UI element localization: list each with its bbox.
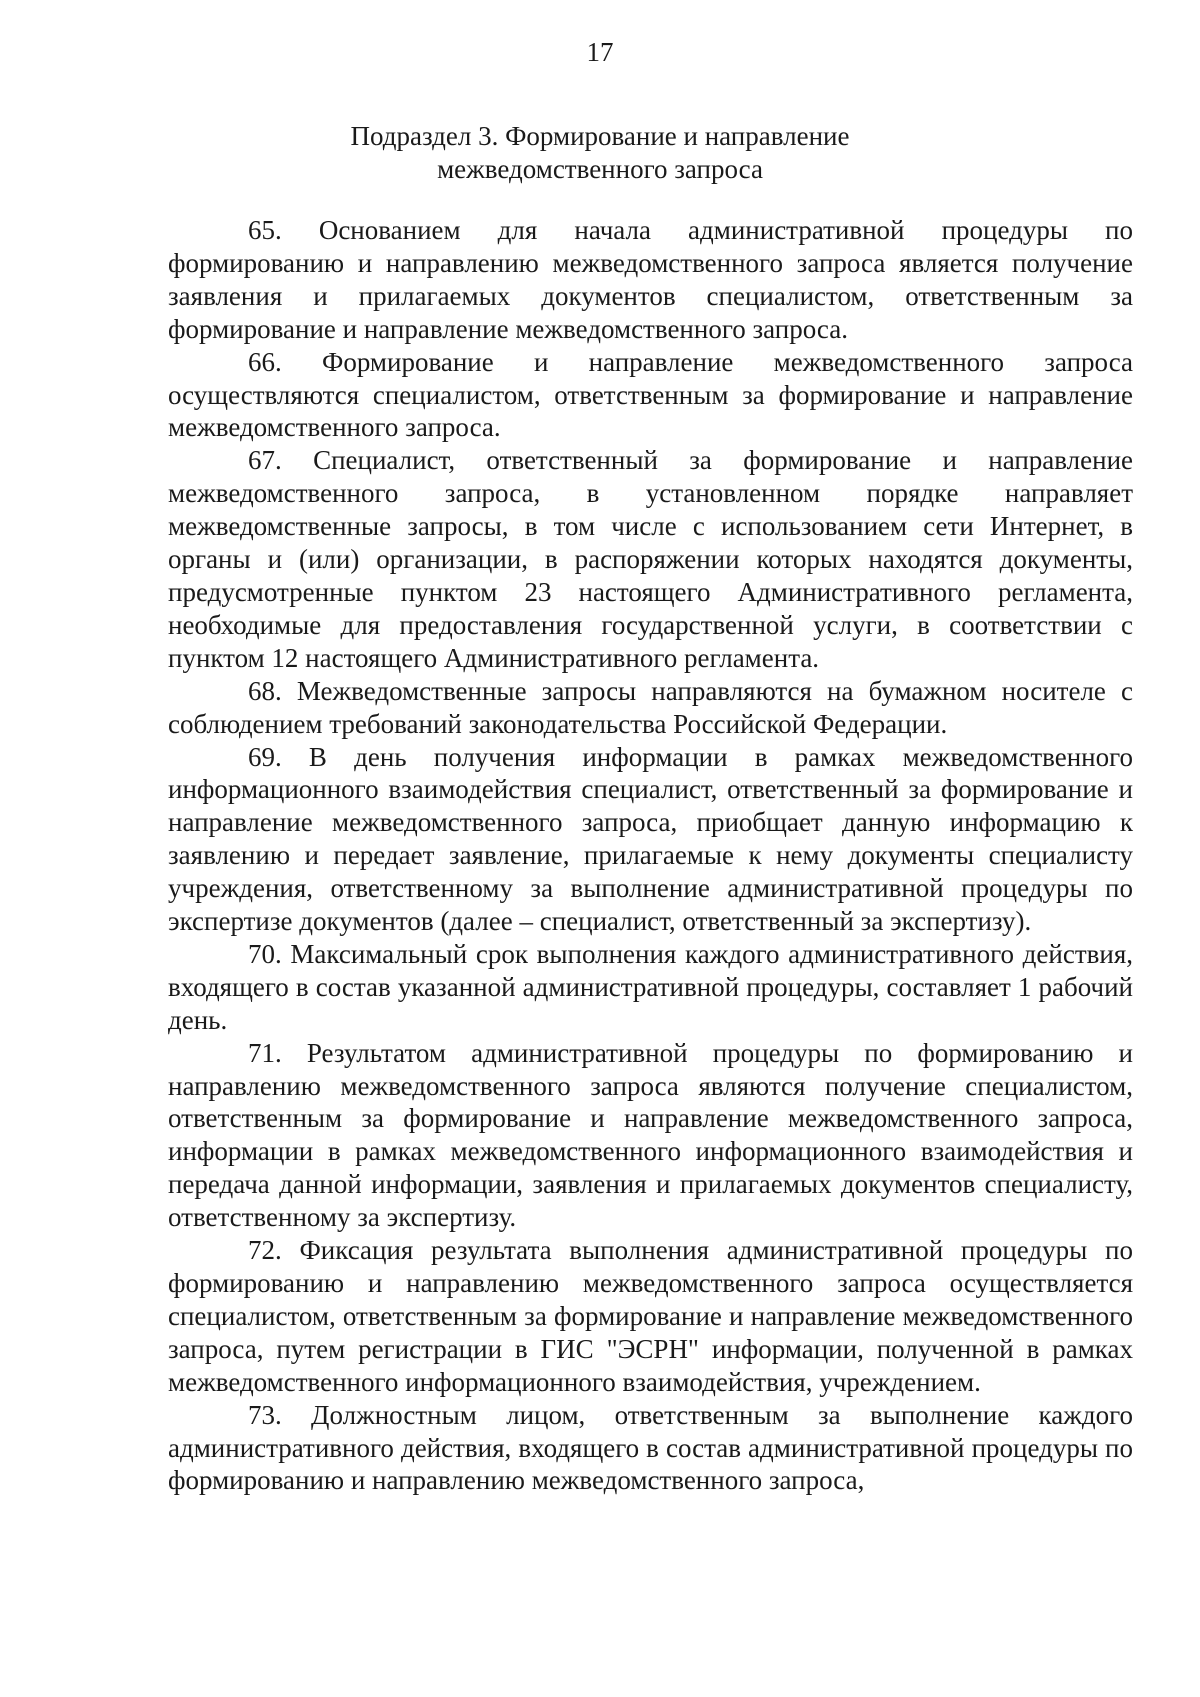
section-heading-line-2: межведомственного запроса	[437, 154, 763, 184]
paragraph-69: 69. В день получения информации в рамках межведомственного информационного взаимодействия специалист, ответственный за формирование и направление межведомственного запроса, приобщает данную информацию к заявлению и передает заявление, прилагаемые к нему документы специалисту учреждения, ответственному за выполнение административной процедуры по экспертизе документов (далее – специалист, ответственный за экспертизу).	[168, 741, 1133, 937]
paragraph-72: 72. Фиксация результата выполнения административной процедуры по формированию и направлению межведомственного запроса осуществляется специалистом, ответственным за формирование и направление межведомственного запроса, путем регистрации в ГИС "ЭСРН" информации, полученной в рамках межведомственного информационного взаимодействия, учреждением.	[168, 1235, 1133, 1397]
paragraph-71: 71. Результатом административной процедуры по формированию и направлению межведомственного запроса являются получение специалистом, ответственным за формирование и направление межведомственного запроса, информации в рамках межведомственного информационного взаимодействия и передача данной информации, заявления и прилагаемых документов специалисту, ответственному за экспертизу.	[168, 1037, 1133, 1233]
paragraph-66: 66. Формирование и направление межведомственного запроса осуществляются специалистом, ответственным за формирование и направление межведомственного запроса.	[168, 346, 1133, 443]
paragraph-68: 68. Межведомственные запросы направляются на бумажном носителе с соблюдением требований законодательства Российской Федерации.	[168, 675, 1133, 739]
paragraph-65: 65. Основанием для начала административной процедуры по формированию и направлению межведомственного запроса является получение заявления и прилагаемых документов специалистом, ответственным за формирование и направление межведомственного запроса.	[168, 215, 1133, 344]
paragraph-73: 73. Должностным лицом, ответственным за выполнение каждого административного действия, входящего в состав административной процедуры по формированию и направлению межведомственного запроса,	[168, 1399, 1133, 1496]
document-body	[168, 214, 1133, 1497]
paragraph-70: 70. Максимальный срок выполнения каждого административного действия, входящего в состав указанной административной процедуры, составляет 1 рабочий день.	[168, 938, 1133, 1035]
section-heading-line-1: Подраздел 3. Формирование и направление	[350, 121, 850, 151]
paragraph-67: 67. Специалист, ответственный за формирование и направление межведомственного запроса, в установленном порядке направляет межведомственные запросы, в том числе с использованием сети Интернет, в органы и (или) организации, в распоряжении которых находятся документы, предусмотренные пунктом 23 настоящего Административного регламента, необходимые для предоставления государственной услуги, в соответствии с пунктом 12 настоящего Административного регламента.	[168, 445, 1133, 673]
section-heading	[0, 120, 1200, 186]
page-number: 17	[586, 37, 614, 67]
